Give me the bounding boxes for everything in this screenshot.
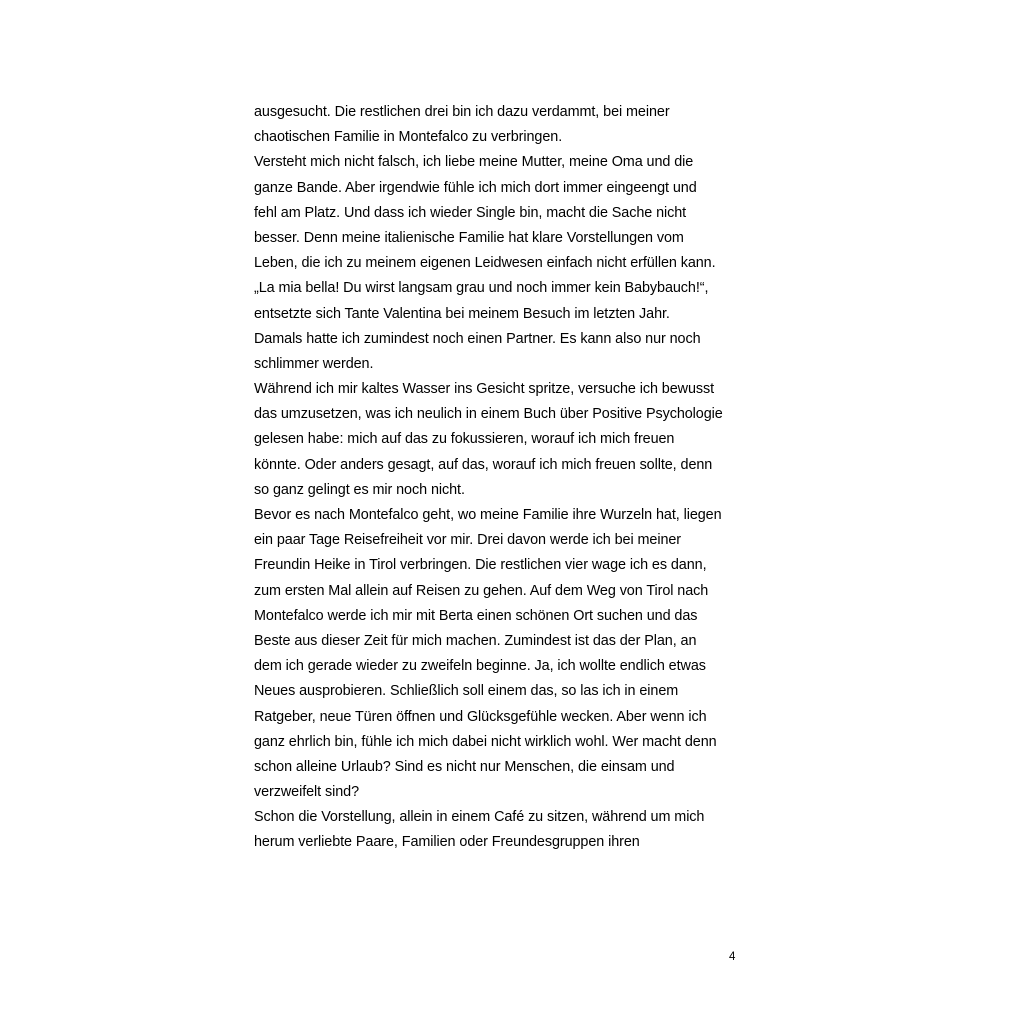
- body-text: [254, 100, 754, 856]
- text-line: besser. Denn meine italienische Familie hat klare Vorstellungen vom: [254, 229, 684, 246]
- text-line: herum verliebte Paare, Familien oder Freundesgruppen ihren: [254, 834, 640, 851]
- text-line: Schon die Vorstellung, allein in einem Café zu sitzen, während um mich: [254, 809, 705, 826]
- text-line: das umzusetzen, was ich neulich in einem Buch über Positive Psychologie: [254, 406, 723, 423]
- text-line: verzweifelt sind?: [254, 784, 360, 801]
- text-line: Ratgeber, neue Türen öffnen und Glücksgefühle wecken. Aber wenn ich: [254, 708, 707, 725]
- text-line: ganze Bande. Aber irgendwie fühle ich mich dort immer eingeengt und: [254, 179, 697, 196]
- text-line: schon alleine Urlaub? Sind es nicht nur Menschen, die einsam und: [254, 758, 675, 775]
- text-line: ganz ehrlich bin, fühle ich mich dabei nicht wirklich wohl. Wer macht denn: [254, 733, 717, 750]
- text-line: Neues ausprobieren. Schließlich soll einem das, so las ich in einem: [254, 683, 679, 700]
- text-line: ein paar Tage Reisefreiheit vor mir. Drei davon werde ich bei meiner: [254, 532, 682, 549]
- text-line: Bevor es nach Montefalco geht, wo meine Familie ihre Wurzeln hat, liegen: [254, 507, 722, 523]
- text-line: Während ich mir kaltes Wasser ins Gesicht spritze, versuche ich bewusst: [254, 381, 715, 398]
- text-line: Damals hatte ich zumindest noch einen Partner. Es kann also nur noch: [254, 330, 701, 347]
- text-line: gelesen habe: mich auf das zu fokussieren, worauf ich mich freuen: [254, 431, 675, 448]
- text-line: könnte. Oder anders gesagt, auf das, worauf ich mich freuen sollte, denn: [254, 456, 713, 473]
- text-line: zum ersten Mal allein auf Reisen zu gehen. Auf dem Weg von Tirol nach: [254, 582, 709, 599]
- text-line: so ganz gelingt es mir noch nicht.: [254, 481, 465, 498]
- text-line: schlimmer werden.: [254, 355, 374, 372]
- page-number: 4: [729, 951, 736, 963]
- text-line: Freundin Heike in Tirol verbringen. Die restlichen vier wage ich es dann,: [254, 557, 707, 574]
- text-line: Montefalco werde ich mir mit Berta einen schönen Ort suchen und das: [254, 607, 698, 624]
- text-line: Leben, die ich zu meinem eigenen Leidwesen einfach nicht erfüllen kann.: [254, 255, 716, 272]
- text-line: Versteht mich nicht falsch, ich liebe meine Mutter, meine Oma und die: [254, 154, 694, 171]
- text-line: entsetzte sich Tante Valentina bei meinem Besuch im letzten Jahr.: [254, 305, 670, 322]
- text-line: Beste aus dieser Zeit für mich machen. Zumindest ist das der Plan, an: [254, 632, 697, 649]
- text-line: chaotischen Familie in Montefalco zu verbringen.: [254, 129, 563, 146]
- text-line: dem ich gerade wieder zu zweifeln beginne. Ja, ich wollte endlich etwas: [254, 658, 706, 675]
- text-line: ausgesucht. Die restlichen drei bin ich dazu verdammt, bei meiner: [254, 104, 670, 120]
- text-line: fehl am Platz. Und dass ich wieder Single bin, macht die Sache nicht: [254, 204, 687, 221]
- text-line: „La mia bella! Du wirst langsam grau und noch immer kein Babybauch!“,: [254, 280, 709, 297]
